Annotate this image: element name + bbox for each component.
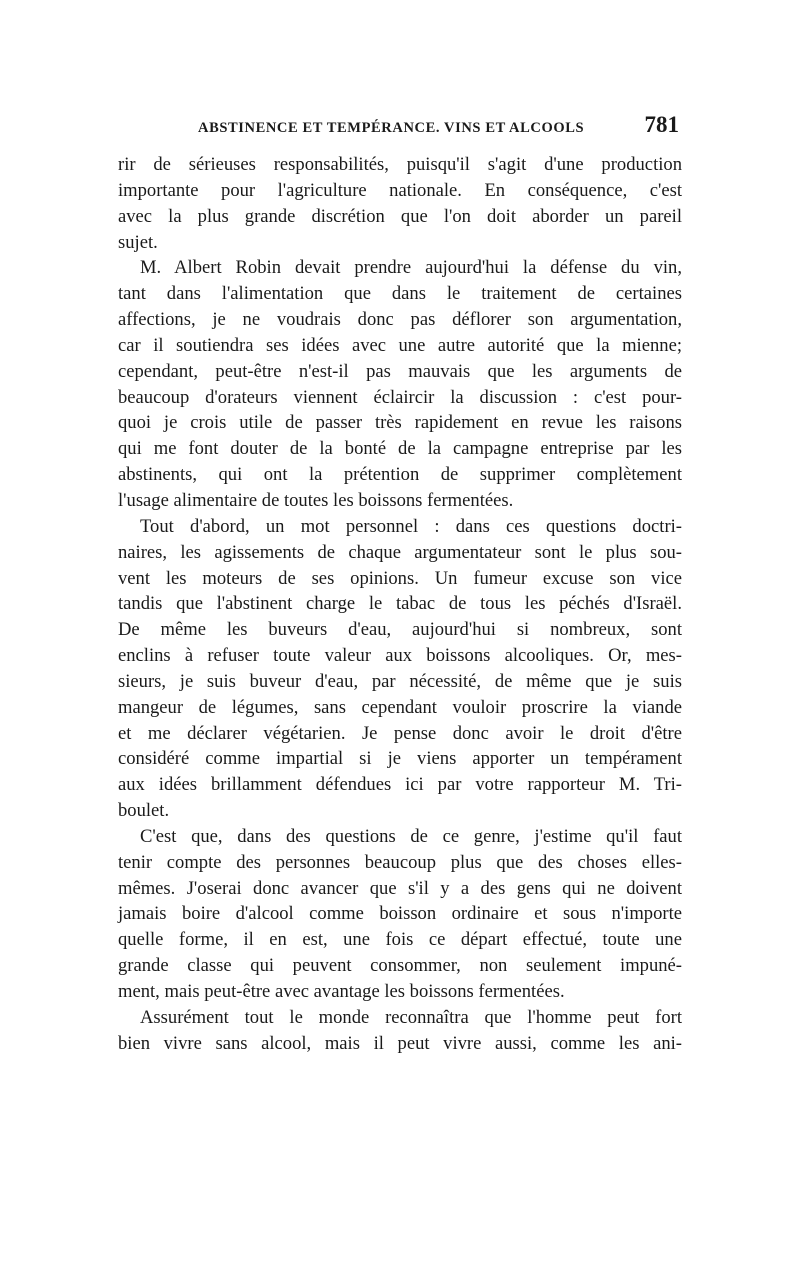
text-line: mêmes. J'oserai donc avancer que s'il y a des gens qui ne doivent bbox=[118, 877, 682, 899]
text-line: grande classe qui peuvent consommer, non seulement impuné- bbox=[118, 955, 682, 977]
text-line: enclins à refuser toute valeur aux boissons alcooliques. Or, mes- bbox=[118, 645, 682, 667]
text-line: naires, les agissements de chaque argumentateur sont le plus sou- bbox=[118, 541, 682, 563]
text-line: importante pour l'agriculture nationale. En conséquence, c'est bbox=[118, 179, 682, 201]
text-line: De même les buveurs d'eau, aujourd'hui si nombreux, sont bbox=[118, 619, 682, 641]
text-line: l'usage alimentaire de toutes les boissons fermentées. bbox=[118, 489, 514, 511]
text-line: C'est que, dans des questions de ce genre, j'estime qu'il faut bbox=[140, 825, 682, 847]
text-line: aux idées brillamment défendues ici par votre rapporteur M. Tri- bbox=[118, 774, 682, 796]
text-line: avec la plus grande discrétion que l'on doit aborder un pareil bbox=[118, 205, 682, 227]
text-line: considéré comme impartial si je viens apporter un tempérament bbox=[118, 748, 682, 770]
text-line: sieurs, je suis buveur d'eau, par nécessité, de même que je suis bbox=[118, 670, 682, 692]
text-line: bien vivre sans alcool, mais il peut vivre aussi, comme les ani- bbox=[118, 1032, 682, 1054]
running-head bbox=[118, 112, 682, 146]
text-line: jamais boire d'alcool comme boisson ordinaire et sous n'importe bbox=[118, 903, 682, 925]
running-title: ABSTINENCE ET TEMPÉRANCE. VINS ET ALCOOLS bbox=[198, 120, 585, 136]
text-line: cependant, peut-être n'est-il pas mauvais que les arguments de bbox=[118, 360, 682, 382]
text-line: quoi je crois utile de passer très rapidement en revue les raisons bbox=[118, 412, 682, 434]
text-line: et me déclarer végétarien. Je pense donc avoir le droit d'être bbox=[118, 722, 682, 744]
text-line: ment, mais peut-être avec avantage les boissons fermentées. bbox=[118, 981, 565, 1002]
text-line: rir de sérieuses responsabilités, puisqu'il s'agit d'une production bbox=[118, 154, 682, 175]
text-line: mangeur de légumes, sans cependant vouloir proscrire la viande bbox=[118, 696, 682, 718]
text-line: qui me font douter de la bonté de la campagne entreprise par les bbox=[118, 438, 682, 460]
text-line: car il soutiendra ses idées avec une autre autorité que la mienne; bbox=[118, 334, 682, 356]
text-line: Tout d'abord, un mot personnel : dans ces questions doctri- bbox=[140, 515, 682, 537]
text-line: vent les moteurs de ses opinions. Un fumeur excuse son vice bbox=[118, 567, 682, 589]
text-line: Assurément tout le monde reconnaîtra que l'homme peut fort bbox=[140, 1006, 682, 1028]
text-line: abstinents, qui ont la prétention de supprimer complètement bbox=[118, 464, 682, 486]
text-line: tant dans l'alimentation que dans le traitement de certaines bbox=[118, 283, 682, 305]
text-line: quelle forme, il en est, une fois ce départ effectué, toute une bbox=[118, 929, 682, 951]
text-line: affections, je ne voudrais donc pas déflorer son argumentation, bbox=[118, 309, 682, 331]
text-line: tenir compte des personnes beaucoup plus que des choses elles- bbox=[118, 851, 682, 873]
page-number: 781 bbox=[644, 112, 679, 137]
text-line: M. Albert Robin devait prendre aujourd'hui la défense du vin, bbox=[140, 257, 682, 279]
text-line: sujet. bbox=[118, 231, 158, 253]
book-page bbox=[118, 112, 682, 1057]
text-line: beaucoup d'orateurs viennent éclaircir la discussion : c'est pour- bbox=[118, 386, 682, 408]
text-line: boulet. bbox=[118, 800, 170, 822]
body-text bbox=[118, 152, 682, 1057]
text-line: tandis que l'abstinent charge le tabac de tous les péchés d'Israël. bbox=[118, 593, 682, 615]
